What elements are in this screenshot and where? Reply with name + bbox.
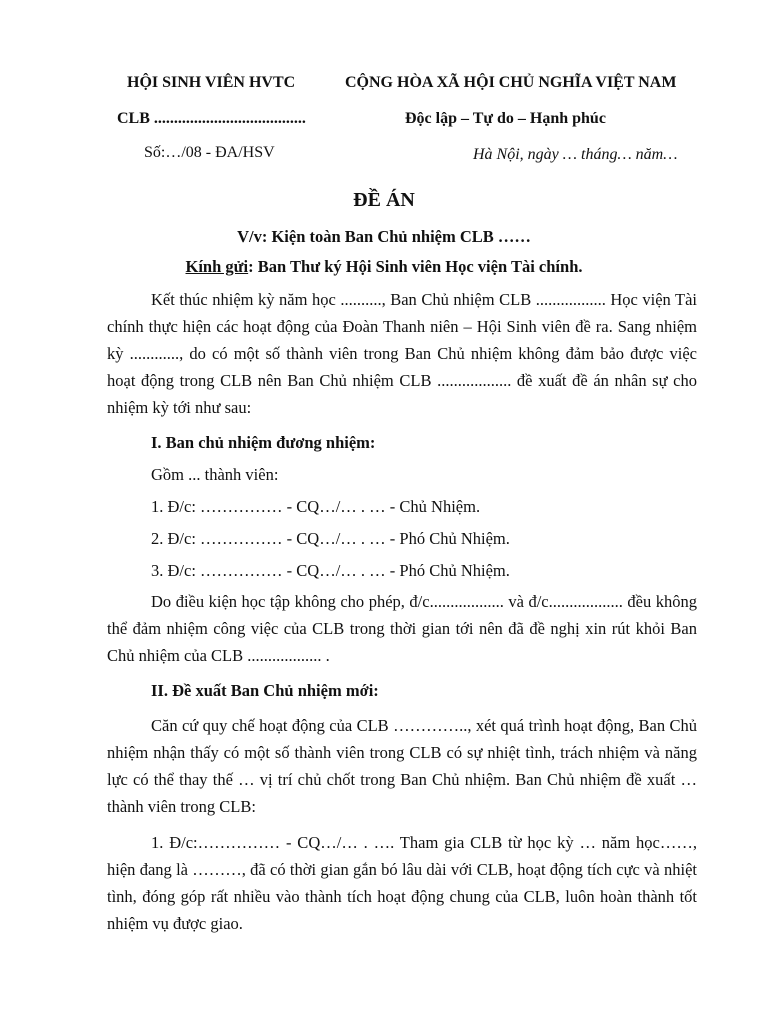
org-name: HỘI SINH VIÊN HVTC bbox=[127, 74, 296, 91]
place-date: Hà Nội, ngày … tháng… năm… bbox=[473, 146, 678, 163]
document-title: ĐỀ ÁN bbox=[353, 189, 415, 211]
section1-item: 3. Đ/c: …………… - CQ…/… . … - Phó Chủ Nhiệm. bbox=[151, 561, 510, 580]
section2-item: 1. Đ/c:…………… - CQ…/… . …. Tham gia CLB từ học kỳ … năm học……, hiện đang là ………, đã có thời gian gắn bó lâu dài với CLB, hoạt động tích cực và nhiệt tình, đóng góp rất nhiều vào thành tích hoạt động chung của CLB, luôn hoàn thành tốt nhiệm vụ được giao. bbox=[107, 833, 697, 933]
recipient-line bbox=[0, 257, 768, 277]
recipient-label: Kính gửi bbox=[185, 257, 249, 276]
section2-intro: Căn cứ quy chế hoạt động của CLB ………….., xét quá trình hoạt động, Ban Chủ nhiệm nhận thấy có một số thành viên trong CLB có sự nhiệt tình, trách nhiệm và năng lực có thể thay thế … vị trí chủ chốt trong Ban Chủ nhiệm. Ban Chủ nhiệm đề xuất … thành viên trong CLB: bbox=[107, 716, 697, 816]
section2-heading: II. Đề xuất Ban Chủ nhiệm mới: bbox=[151, 681, 379, 700]
document-body bbox=[107, 286, 697, 937]
section1-item: 2. Đ/c: …………… - CQ…/… . … - Phó Chủ Nhiệm. bbox=[151, 529, 510, 548]
document-number: Số:…/08 - ĐA/HSV bbox=[144, 144, 275, 161]
document-subject: V/v: Kiện toàn Ban Chủ nhiệm CLB …… bbox=[237, 227, 531, 246]
section1-note: Do điều kiện học tập không cho phép, đ/c.................. và đ/c.................. đều không thể đảm nhiệm công việc của CLB trong thời gian tới nên đã đề nghị xin rút khỏi Ban Chủ nhiệm của CLB .................. . bbox=[107, 592, 697, 665]
national-motto: Độc lập – Tự do – Hạnh phúc bbox=[405, 110, 606, 127]
intro-paragraph: Kết thúc nhiệm kỳ năm học .........., Ban Chủ nhiệm CLB ................. Học viện Tài chính thực hiện các hoạt động của Đoàn Thanh niên – Hội Sinh viên đề ra. Sang nhiệm kỳ ............, do có một số thành viên trong Ban Chủ nhiệm không đảm bảo được việc hoạt động trong CLB nên Ban Chủ nhiệm CLB .................. đề xuất đề án nhân sự cho nhiệm kỳ tới như sau: bbox=[107, 290, 697, 417]
section1-item: 1. Đ/c: …………… - CQ…/… . … - Chủ Nhiệm. bbox=[151, 497, 481, 516]
recipient-text: : Ban Thư ký Hội Sinh viên Học viện Tài chính. bbox=[248, 257, 583, 276]
club-name: CLB ...................................... bbox=[117, 110, 306, 127]
section1-count: Gồm ... thành viên: bbox=[151, 465, 279, 484]
section1-heading: I. Ban chủ nhiệm đương nhiệm: bbox=[151, 433, 376, 452]
country-name: CỘNG HÒA XÃ HỘI CHỦ NGHĨA VIỆT NAM bbox=[345, 74, 677, 91]
